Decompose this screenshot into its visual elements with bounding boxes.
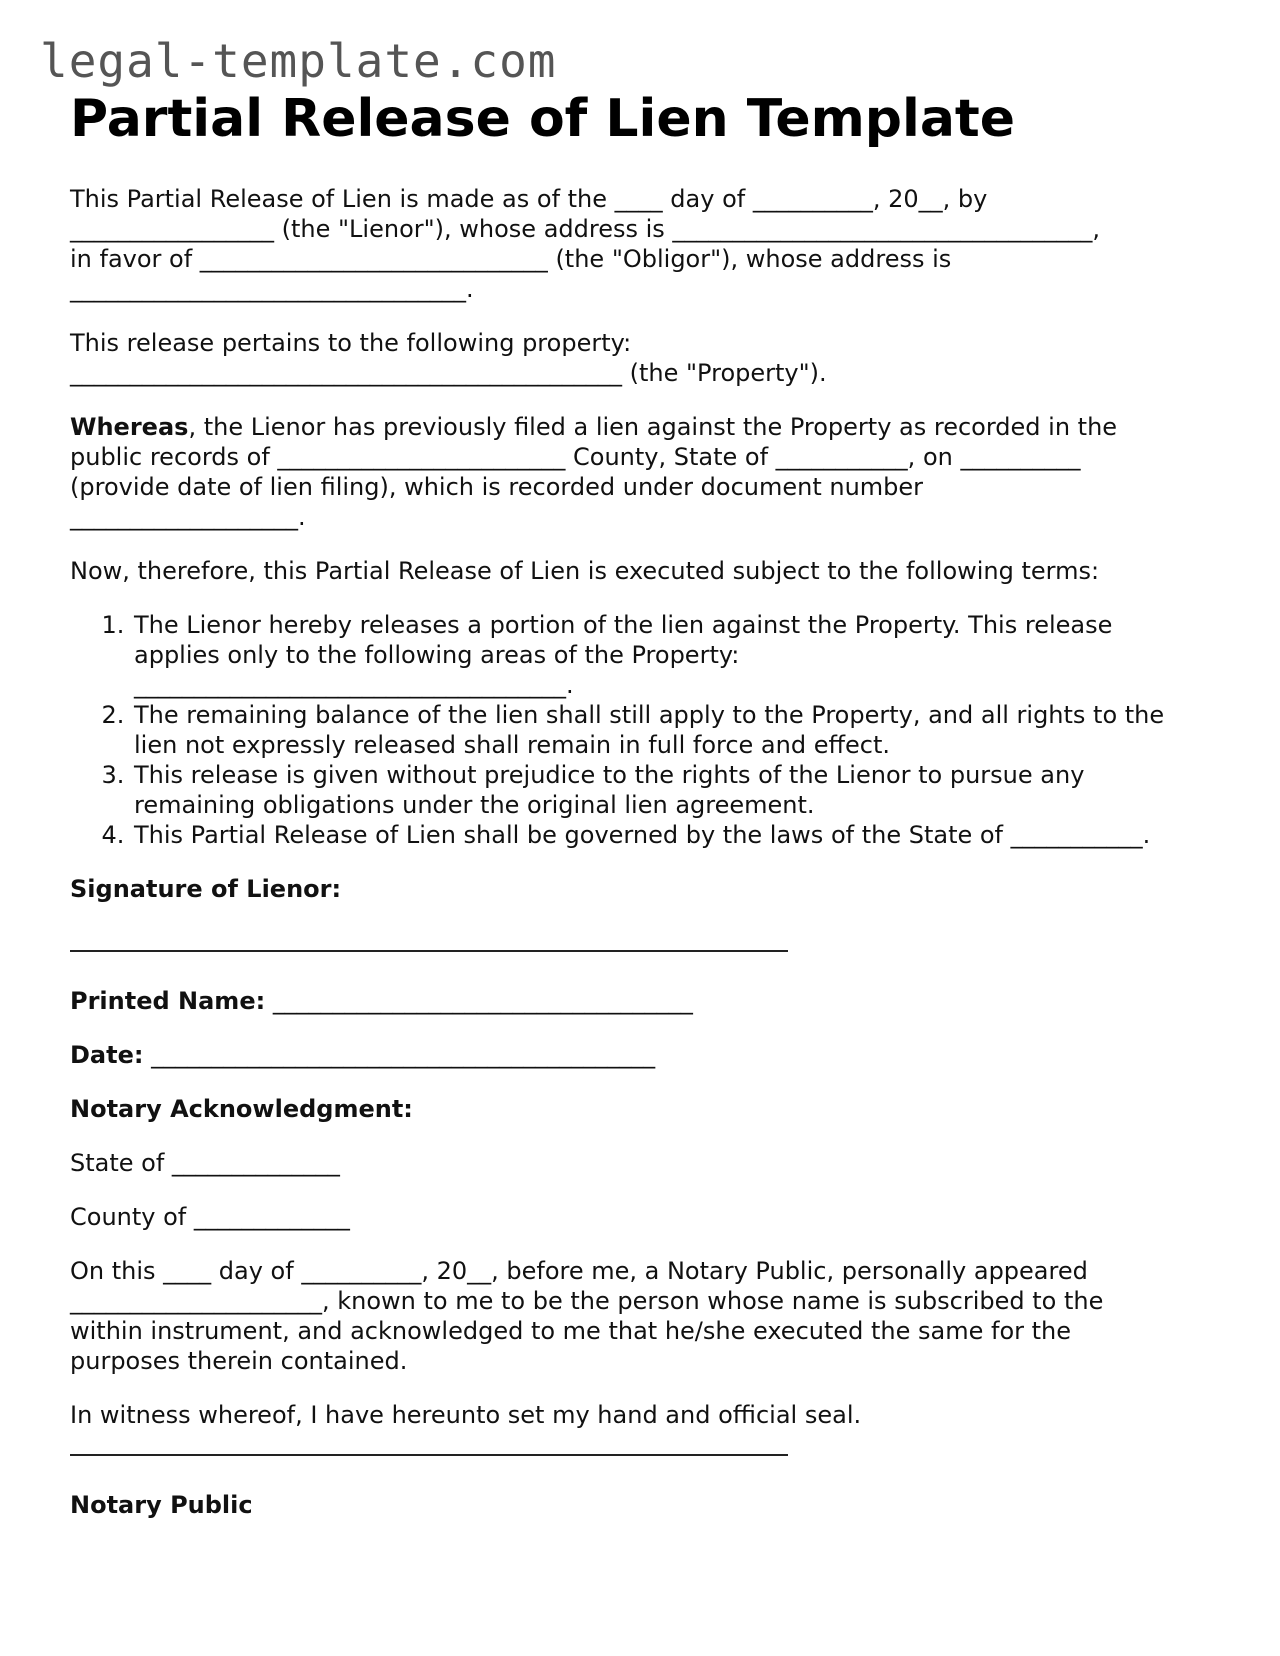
witness-statement: In witness whereof, I have hereunto set my hand and official seal. xyxy=(70,1401,862,1430)
whereas-paragraph xyxy=(70,412,1210,532)
lienor-signature-line[interactable] xyxy=(70,950,788,952)
term-item xyxy=(132,700,1210,760)
printed-name-blank[interactable]: ___________________________________ xyxy=(272,987,693,1016)
notary-line-2: _____________________, known to me to be the person whose name is subscribed to the xyxy=(70,1287,1104,1316)
notary-line-1: On this ____ day of __________, 20__, before me, a Notary Public, personally appeared xyxy=(70,1257,1088,1286)
term-3-line-1: This release is given without prejudice to the rights of the Lienor to pursue any xyxy=(134,761,1085,790)
intro-line-3: in favor of _____________________________ (the "Obligor"), whose address is xyxy=(70,245,952,274)
notary-county: County of _____________ xyxy=(70,1203,350,1232)
intro-line-2: _________________ (the "Lienor"), whose address is ___________________________________, xyxy=(70,215,1101,244)
now-therefore-paragraph: Now, therefore, this Partial Release of Lien is executed subject to the following terms: xyxy=(70,557,1100,586)
notary-line-3: within instrument, and acknowledged to me that he/she executed the same for the xyxy=(70,1317,1072,1346)
document-title: Partial Release of Lien Template xyxy=(70,89,1016,149)
whereas-line-3: (provide date of lien filing), which is recorded under document number xyxy=(70,473,924,502)
term-4-line-1: This Partial Release of Lien shall be governed by the laws of the State of ___________. xyxy=(134,821,1151,850)
notary-line-4: purposes therein contained. xyxy=(70,1347,408,1376)
term-3-line-2: remaining obligations under the original lien agreement. xyxy=(134,791,815,820)
term-1-line-2: applies only to the following areas of the Property: xyxy=(134,641,740,670)
term-1-line-3: ____________________________________. xyxy=(134,671,574,700)
intro-line-4: _________________________________. xyxy=(70,275,474,304)
date-row xyxy=(70,1040,1210,1070)
term-item xyxy=(132,610,1210,700)
whereas-line-1-text: , the Lienor has previously filed a lien against the Property as recorded in the xyxy=(188,413,1118,442)
term-2-line-2: lien not expressly released shall remain in full force and effect. xyxy=(134,731,891,760)
whereas-line-4: ___________________. xyxy=(70,503,306,532)
signature-heading: Signature of Lienor: xyxy=(70,875,342,904)
whereas-line-2: public records of ________________________ County, State of ___________, on __________ xyxy=(70,443,1081,472)
notary-state: State of ______________ xyxy=(70,1149,340,1178)
property-line-1: This release pertains to the following property: xyxy=(70,329,632,358)
term-2-line-1: The remaining balance of the lien shall still apply to the Property, and all rights to the xyxy=(134,701,1165,730)
printed-name-label: Printed Name: xyxy=(70,987,266,1016)
notary-heading: Notary Acknowledgment: xyxy=(70,1095,413,1124)
property-paragraph xyxy=(70,328,1210,388)
term-item xyxy=(132,760,1210,820)
notary-signature-line[interactable] xyxy=(70,1454,788,1456)
intro-paragraph xyxy=(70,184,1210,304)
date-blank[interactable]: __________________________________________ xyxy=(151,1041,656,1070)
intro-line-1: This Partial Release of Lien is made as of the ____ day of __________, 20__, by xyxy=(70,185,988,214)
printed-name-row xyxy=(70,986,1210,1016)
term-item xyxy=(132,820,1210,850)
terms-list xyxy=(70,610,1210,850)
notary-paragraph xyxy=(70,1256,1210,1376)
notary-public-label: Notary Public xyxy=(70,1491,253,1520)
property-line-2: ______________________________________________ (the "Property"). xyxy=(70,359,827,388)
site-watermark: legal-template.com xyxy=(40,34,557,88)
term-1-line-1: The Lienor hereby releases a portion of the lien against the Property. This release xyxy=(134,611,1113,640)
whereas-bold: Whereas xyxy=(70,413,189,442)
whereas-line-1 xyxy=(70,413,1117,441)
date-label: Date: xyxy=(70,1041,144,1070)
document xyxy=(70,88,1210,1544)
